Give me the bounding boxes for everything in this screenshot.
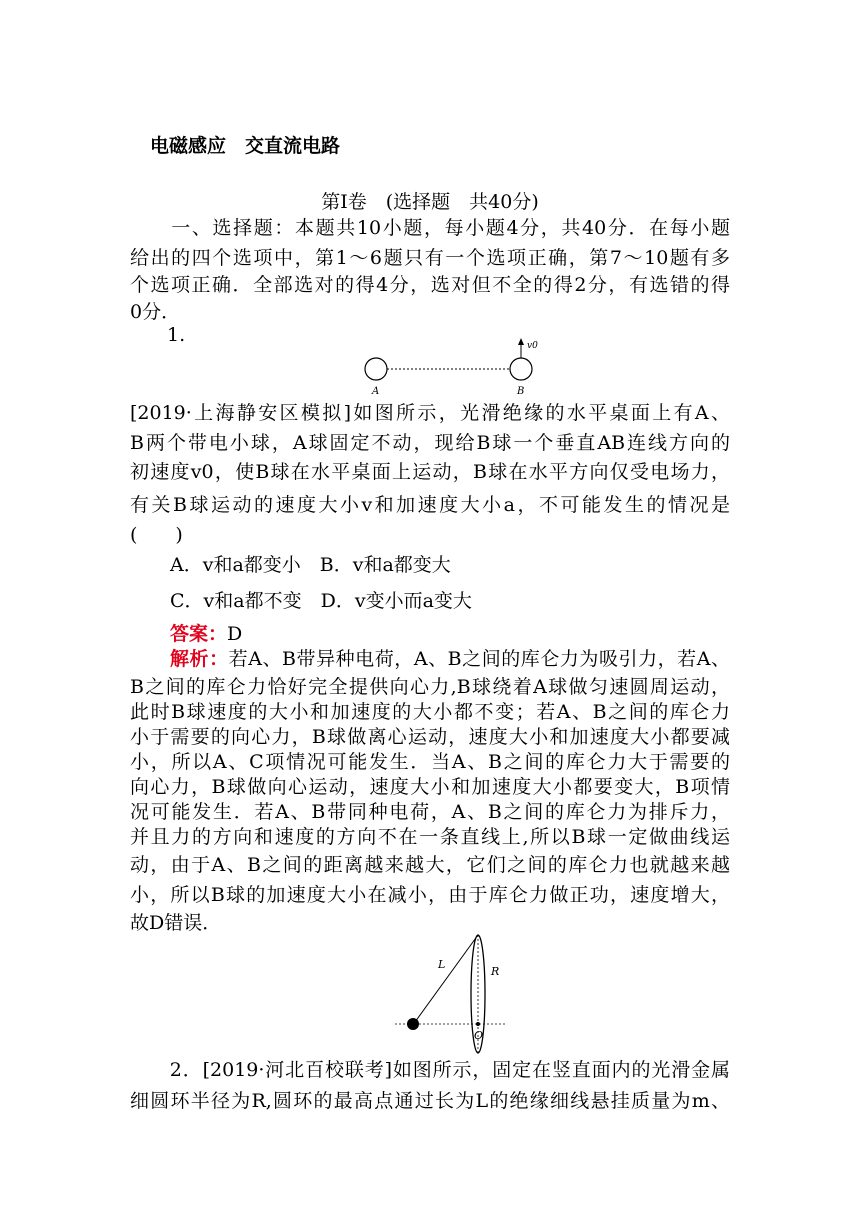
arrow-head	[518, 338, 524, 345]
q2-figure	[395, 930, 510, 1055]
answer-label: 答案：	[170, 623, 228, 645]
q1-stem-line: B两个带电小球，A球固定不动，现给B球一个垂直AB连线方向的	[130, 432, 730, 454]
q1-analysis-line: 动，由于A、B之间的距离越来越大，它们之间的库仑力也就越来越	[130, 854, 730, 876]
q2-stem-line: 细圆环半径为R,圆环的最高点通过长为L的绝缘细线悬挂质量为m、	[130, 1090, 730, 1112]
q1-analysis-line	[170, 644, 730, 674]
q1-options-ab: A．v和a都变小 B．v和a都变大	[170, 554, 451, 576]
answer-value: D	[227, 623, 243, 645]
q1-figure	[355, 336, 545, 398]
q1-analysis-line: 此时B球速度的大小和加速度的大小都不变；若A、B之间的库仑力	[130, 701, 730, 723]
q1-stem-line: 初速度v0，使B球在水平桌面上运动，B球在水平方向仅受电场力，	[130, 461, 730, 483]
ball-b	[510, 358, 532, 380]
q1-analysis-line: 况可能发生．若A、B带同种电荷，A、B之间的库仑力为排斥力，	[130, 801, 730, 823]
label-o: O	[474, 1029, 484, 1042]
q1-analysis-line: 小于需要的向心力，B球做离心运动，速度大小和加速度大小都要减	[130, 726, 730, 748]
center-point	[476, 1022, 480, 1026]
q1-analysis-line: 故D错误．	[130, 912, 222, 934]
section-heading: 第Ⅰ卷 (选择题 共40分)	[321, 191, 539, 213]
q1-analysis-line: 并且力的方向和速度的方向不在一条直线上,所以B球一定做曲线运	[130, 826, 730, 848]
label-r: R	[491, 965, 500, 978]
q1-options-cd: C．v和a都不变 D．v变小而a变大	[170, 590, 472, 612]
q1-analysis-line: B之间的库仑力恰好完全提供向心力,B球绕着A球做匀速圆周运动，	[130, 676, 730, 698]
label-a: A	[372, 386, 380, 397]
q1-analysis-line: 小，所以A、C项情况可能发生．当A、B之间的库仑力大于需要的	[130, 751, 730, 773]
v0-label: v0	[527, 341, 538, 351]
suspended-ball	[407, 1018, 419, 1030]
analysis-label: 解析：	[170, 648, 229, 670]
q1-stem-line: 有关B球运动的速度大小v和加速度大小a，不可能发生的情况是	[130, 494, 730, 516]
label-b: B	[517, 386, 525, 397]
q1-stem-line: ( )	[130, 524, 183, 546]
page-title: 电磁感应 交直流电路	[150, 135, 341, 157]
q2-stem-line: 2．[2019·河北百校联考]如图所示，固定在竖直面内的光滑金属	[130, 1059, 730, 1081]
q1-stem-line: [2019·上海静安区模拟]如图所示，光滑绝缘的水平桌面上有A、	[130, 402, 730, 424]
label-l: L	[438, 958, 446, 971]
string-l	[415, 935, 478, 1022]
q1-analysis-line: 小，所以B球的加速度大小在减小，由于库仑力做正功，速度增大，	[130, 884, 730, 906]
analysis-text: 若A、B带异种电荷，A、B之间的库仑力为吸引力，若A、	[228, 648, 730, 670]
ball-a	[365, 358, 387, 380]
instruction-line: 一、选择题：本题共10小题，每小题4分，共40分．在每小题	[130, 217, 730, 239]
instruction-line: 给出的四个选项中，第1～6题只有一个选项正确，第7～10题有多	[130, 247, 730, 269]
question-1-number: 1.	[167, 324, 186, 346]
instruction-line: 个选项正确．全部选对的得4分，选对但不全的得2分，有选错的得	[130, 274, 730, 296]
instruction-line: 0分．	[130, 301, 181, 323]
q1-analysis-line: 向心力，B球做向心运动，速度大小和加速度大小都要变大，B项情	[130, 776, 730, 798]
